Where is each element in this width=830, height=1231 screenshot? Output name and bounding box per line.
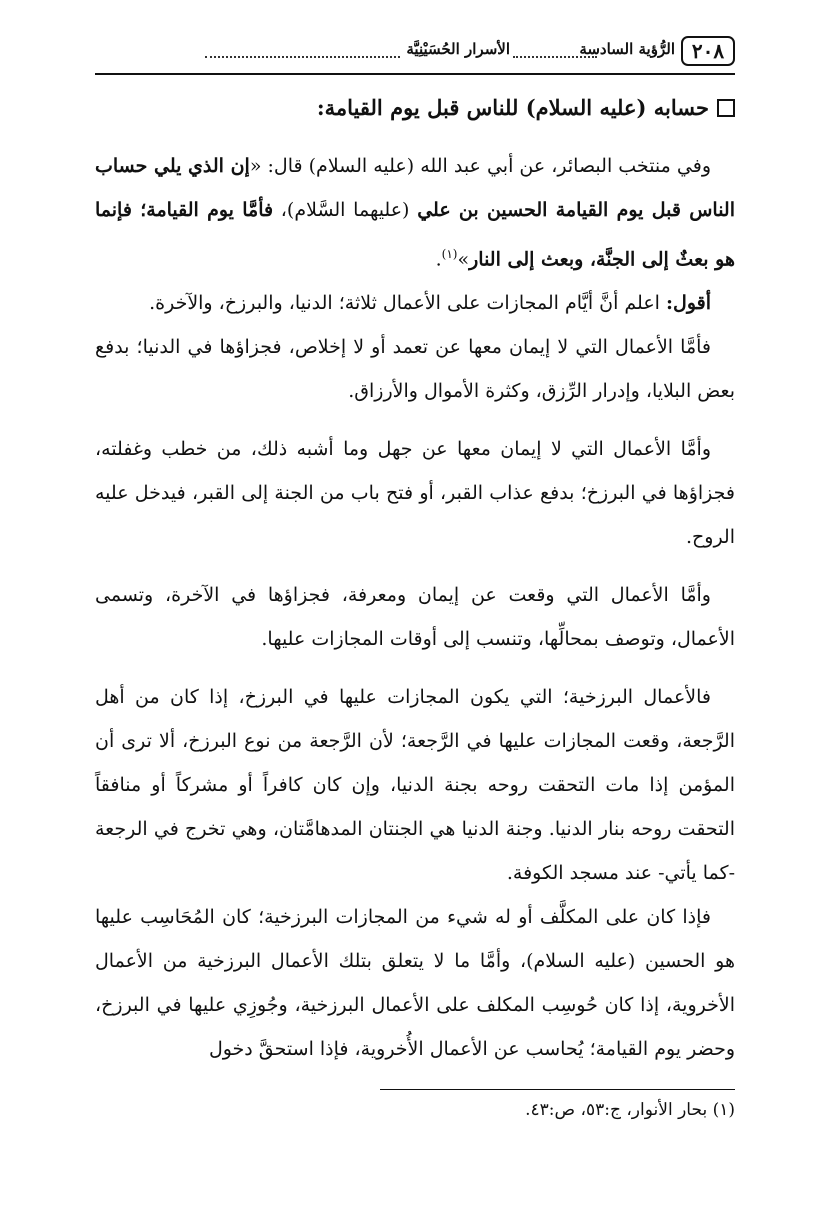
paragraph-barzakh-deeds: وأمَّا الأعمال التي لا إيمان معها عن جهل وما أشبه ذلك، من خطب وغفلته، فجزاؤها في البرزخ؛ بدفع عذاب القبر، أو فتح باب من الجنة إلى القبر، فيدخل عليه الروح. — [95, 438, 735, 549]
header-section-title: الرُّؤية السادسة — [579, 40, 675, 58]
text-run: » — [457, 248, 470, 271]
paragraph-hereafter-deeds: وأمَّا الأعمال التي وقعت عن إيمان ومعرفة، فجزاؤها في الآخرة، وتسمى الأعمال، وتوصف بمحالِّها، وتنسب إلى أوقات المجازات عليها. — [95, 584, 735, 651]
paragraph-raja: فالأعمال البرزخية؛ التي يكون المجازات عليها في البرزخ، إذا كان من أهل الرَّجعة، وقعت المجازات عليها في الرَّجعة؛ لأن الرَّجعة من نوع البرزخ، ألا ترى أن المؤمن إذا مات التحقت روحه بجنة الدنيا، وإن كان كافراً أو مشركاً أو منافقاً التحقت روحه بنار الدنيا. وجنة الدنيا هي الجنتان المدهامَّتان، وهي تخرج في الرجعة -كما يأتي- عند مسجد الكوفة. — [95, 686, 735, 885]
text-run: وفي منتخب البصائر، عن أبي عبد الله (عليه السلام) قال: « — [249, 155, 711, 177]
bold-text-run: إن الذي يلي حساب الناس قبل يوم القيامة الحسين بن علي — [95, 155, 735, 221]
section-heading-text: حسابه (عليه السلام) للناس قبل يوم القيامة: — [316, 95, 709, 120]
bold-text-run: فأمَّا يوم القيامة؛ فإنما هو بعثٌ إلى الجنَّة، وبعث إلى النار — [95, 199, 735, 271]
page-body — [95, 86, 735, 1071]
footnote: (١) بحار الأنوار، ج:٥٣، ص:٤٣. — [525, 1100, 735, 1120]
footnote-rule — [380, 1089, 735, 1090]
header-rule — [95, 73, 735, 75]
header-dotted-leader — [513, 56, 597, 58]
text-run: (عليهما السَّلام)، — [273, 199, 418, 221]
header-book-title: الأسرار الحُسَيْنِيَّة — [406, 40, 510, 58]
text-run: . — [435, 248, 442, 271]
bold-label: أقول: — [666, 292, 711, 315]
paragraph-reckoning: فإذا كان على المكلَّف أو له شيء من المجازات البرزخية؛ كان المُحَاسِب عليها هو الحسين (عليه السلام)، وأمَّا ما لا يتعلق بتلك الأعمال البرزخية من الأعمال الأخروية، إذا كان حُوسِب المكلف على الأعمال البرزخية، وجُوزِي عليها في البرزخ، وحضر يوم القيامة؛ يُحاسب عن الأعمال الأُخروية، فإذا استحقَّ دخول — [95, 906, 735, 1061]
paragraph-worldly-deeds: فأمَّا الأعمال التي لا إيمان معها عن تعمد أو لا إخلاص، فجزاؤها في الدنيا؛ بدفع بعض البلايا، وإدرار الرِّزق، وكثرة الأموال والأرزاق. — [95, 336, 735, 403]
text-run: اعلم أنَّ أيَّام المجازات على الأعمال ثلاثة؛ الدنيا، والبرزخ، والآخرة. — [149, 292, 666, 315]
square-bullet-icon — [717, 99, 735, 117]
paragraph-hadith — [95, 144, 735, 281]
section-heading — [95, 86, 735, 130]
paragraph-aqool — [95, 281, 735, 325]
footnote-marker: (١) — [441, 247, 458, 261]
page-number: ٢٠٨ — [681, 36, 735, 66]
header-dotted-leader — [205, 56, 400, 58]
page-header — [95, 36, 735, 70]
